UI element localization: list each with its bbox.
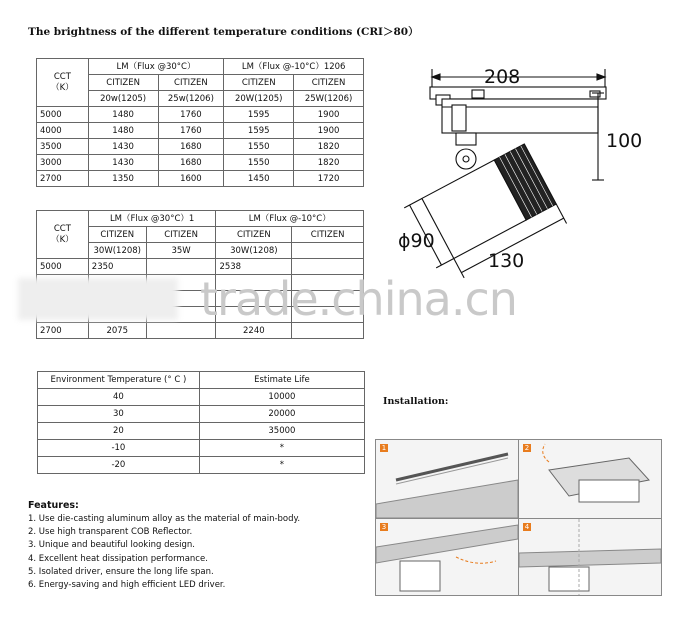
cct-header: CCT （K） (37, 59, 89, 107)
step-number: 4 (524, 523, 530, 531)
table-row (37, 171, 364, 187)
value-cell: 2240 (216, 323, 292, 339)
installation-step-4 (518, 518, 662, 596)
list-item: 6. Energy-saving and high efficient LED driver. (28, 580, 226, 591)
dimension-drawing (380, 55, 670, 295)
table-row (37, 139, 364, 155)
model-cell: 25W(1206) (294, 91, 364, 107)
width-dimension: 208 (484, 66, 521, 88)
value-cell: 2075 (88, 323, 146, 339)
value-cell: 1480 (88, 107, 158, 123)
table-row (37, 107, 364, 123)
value-cell: 1430 (88, 139, 158, 155)
value-cell: 2538 (216, 259, 292, 275)
value-cell: 1720 (294, 171, 364, 187)
track-illustration (376, 440, 518, 518)
model-cell: 30W(1208) (88, 243, 146, 259)
step-number: 1 (381, 444, 387, 452)
value-cell: 1760 (158, 123, 224, 139)
brand-cell: CITIZEN (294, 75, 364, 91)
value-cell: 1600 (158, 171, 224, 187)
brand-cell: CITIZEN (146, 227, 216, 243)
life-cell: * (199, 457, 364, 474)
table-row (38, 423, 365, 440)
table-row (37, 155, 364, 171)
model-cell: 25w(1206) (158, 91, 224, 107)
cct-cell: 2700 (37, 323, 89, 339)
list-item: 2. Use high transparent COB Reflector. (28, 527, 193, 538)
flux-30-header: LM（Flux @30°C）1 (88, 211, 216, 227)
installation-step-1 (375, 439, 519, 519)
diameter-dimension: ϕ90 (398, 230, 435, 252)
value-cell: 1550 (224, 139, 294, 155)
temp-cell: 40 (38, 389, 200, 406)
table-row (38, 406, 365, 423)
height-dimension: 100 (606, 130, 643, 152)
value-cell: 1350 (88, 171, 158, 187)
length-dimension: 130 (488, 250, 525, 272)
life-cell: 20000 (199, 406, 364, 423)
value-cell: 1680 (158, 155, 224, 171)
features-list (28, 513, 300, 592)
temp-cell: 30 (38, 406, 200, 423)
life-cell: 10000 (199, 389, 364, 406)
flux-minus10-header: LM（Flux @-10°C） (216, 211, 364, 227)
lock-illustration (519, 519, 661, 595)
value-cell: 1595 (224, 107, 294, 123)
brand-cell: CITIZEN (224, 75, 294, 91)
temp-cell: -20 (38, 457, 200, 474)
life-cell: 35000 (199, 423, 364, 440)
step-number: 3 (381, 523, 387, 531)
flux-minus10-header: LM（Flux @-10°C）1206 (224, 59, 364, 75)
step-number: 2 (524, 444, 530, 452)
brand-cell: CITIZEN (216, 227, 292, 243)
value-cell: 1760 (158, 107, 224, 123)
estimate-life-header: Estimate Life (199, 372, 364, 389)
brand-cell: CITIZEN (158, 75, 224, 91)
page-title: The brightness of the different temperature conditions (CRI＞80） (28, 26, 419, 38)
table-row (37, 123, 364, 139)
temp-cell: -10 (38, 440, 200, 457)
list-item: 5. Isolated driver, ensure the long life span. (28, 566, 214, 577)
installation-heading: Installation: (383, 396, 449, 407)
model-cell (292, 243, 364, 259)
model-cell: 35W (146, 243, 216, 259)
brand-cell: CITIZEN (292, 227, 364, 243)
flux-30-header: LM（Flux @30°C） (88, 59, 224, 75)
value-cell: 1680 (158, 139, 224, 155)
cct-cell: 5000 (37, 107, 89, 123)
value-cell: 1550 (224, 155, 294, 171)
cct-cell: 5000 (37, 259, 89, 275)
mount-illustration (376, 519, 518, 595)
value-cell: 1900 (294, 107, 364, 123)
value-cell: 1820 (294, 155, 364, 171)
cct-cell: 3500 (37, 139, 89, 155)
table-row (38, 457, 365, 474)
model-cell: 20W(1205) (224, 91, 294, 107)
adapter-illustration (519, 440, 661, 518)
value-cell: 2350 (88, 259, 146, 275)
value-cell: 1480 (88, 123, 158, 139)
life-table (37, 371, 365, 474)
list-item: 1. Use die-casting aluminum alloy as the material of main-body. (28, 514, 301, 524)
life-cell: * (199, 440, 364, 457)
cct-header: CCT （K） (37, 211, 89, 259)
brand-cell: CITIZEN (88, 75, 158, 91)
brand-cell: CITIZEN (88, 227, 146, 243)
model-cell: 30W(1208) (216, 243, 292, 259)
watermark: trade.china.cn (200, 272, 517, 326)
model-cell: 20w(1205) (88, 91, 158, 107)
list-item: 4. Excellent heat dissipation performance. (28, 553, 208, 564)
table-row (38, 389, 365, 406)
value-cell: 1820 (294, 139, 364, 155)
features-heading: Features: (28, 500, 79, 511)
brightness-table-1 (36, 58, 364, 187)
blur-overlay (18, 278, 178, 320)
value-cell: 1450 (224, 171, 294, 187)
cct-cell: 4000 (37, 123, 89, 139)
installation-step-3 (375, 518, 519, 596)
cct-cell: 2700 (37, 171, 89, 187)
value-cell: 1595 (224, 123, 294, 139)
cct-cell: 3000 (37, 155, 89, 171)
list-item: 3. Unique and beautiful looking design. (28, 540, 195, 551)
installation-step-2 (518, 439, 662, 519)
env-temp-header: Environment Temperature (° C ) (38, 372, 200, 389)
value-cell: 1430 (88, 155, 158, 171)
table-row (38, 440, 365, 457)
value-cell: 1900 (294, 123, 364, 139)
temp-cell: 20 (38, 423, 200, 440)
